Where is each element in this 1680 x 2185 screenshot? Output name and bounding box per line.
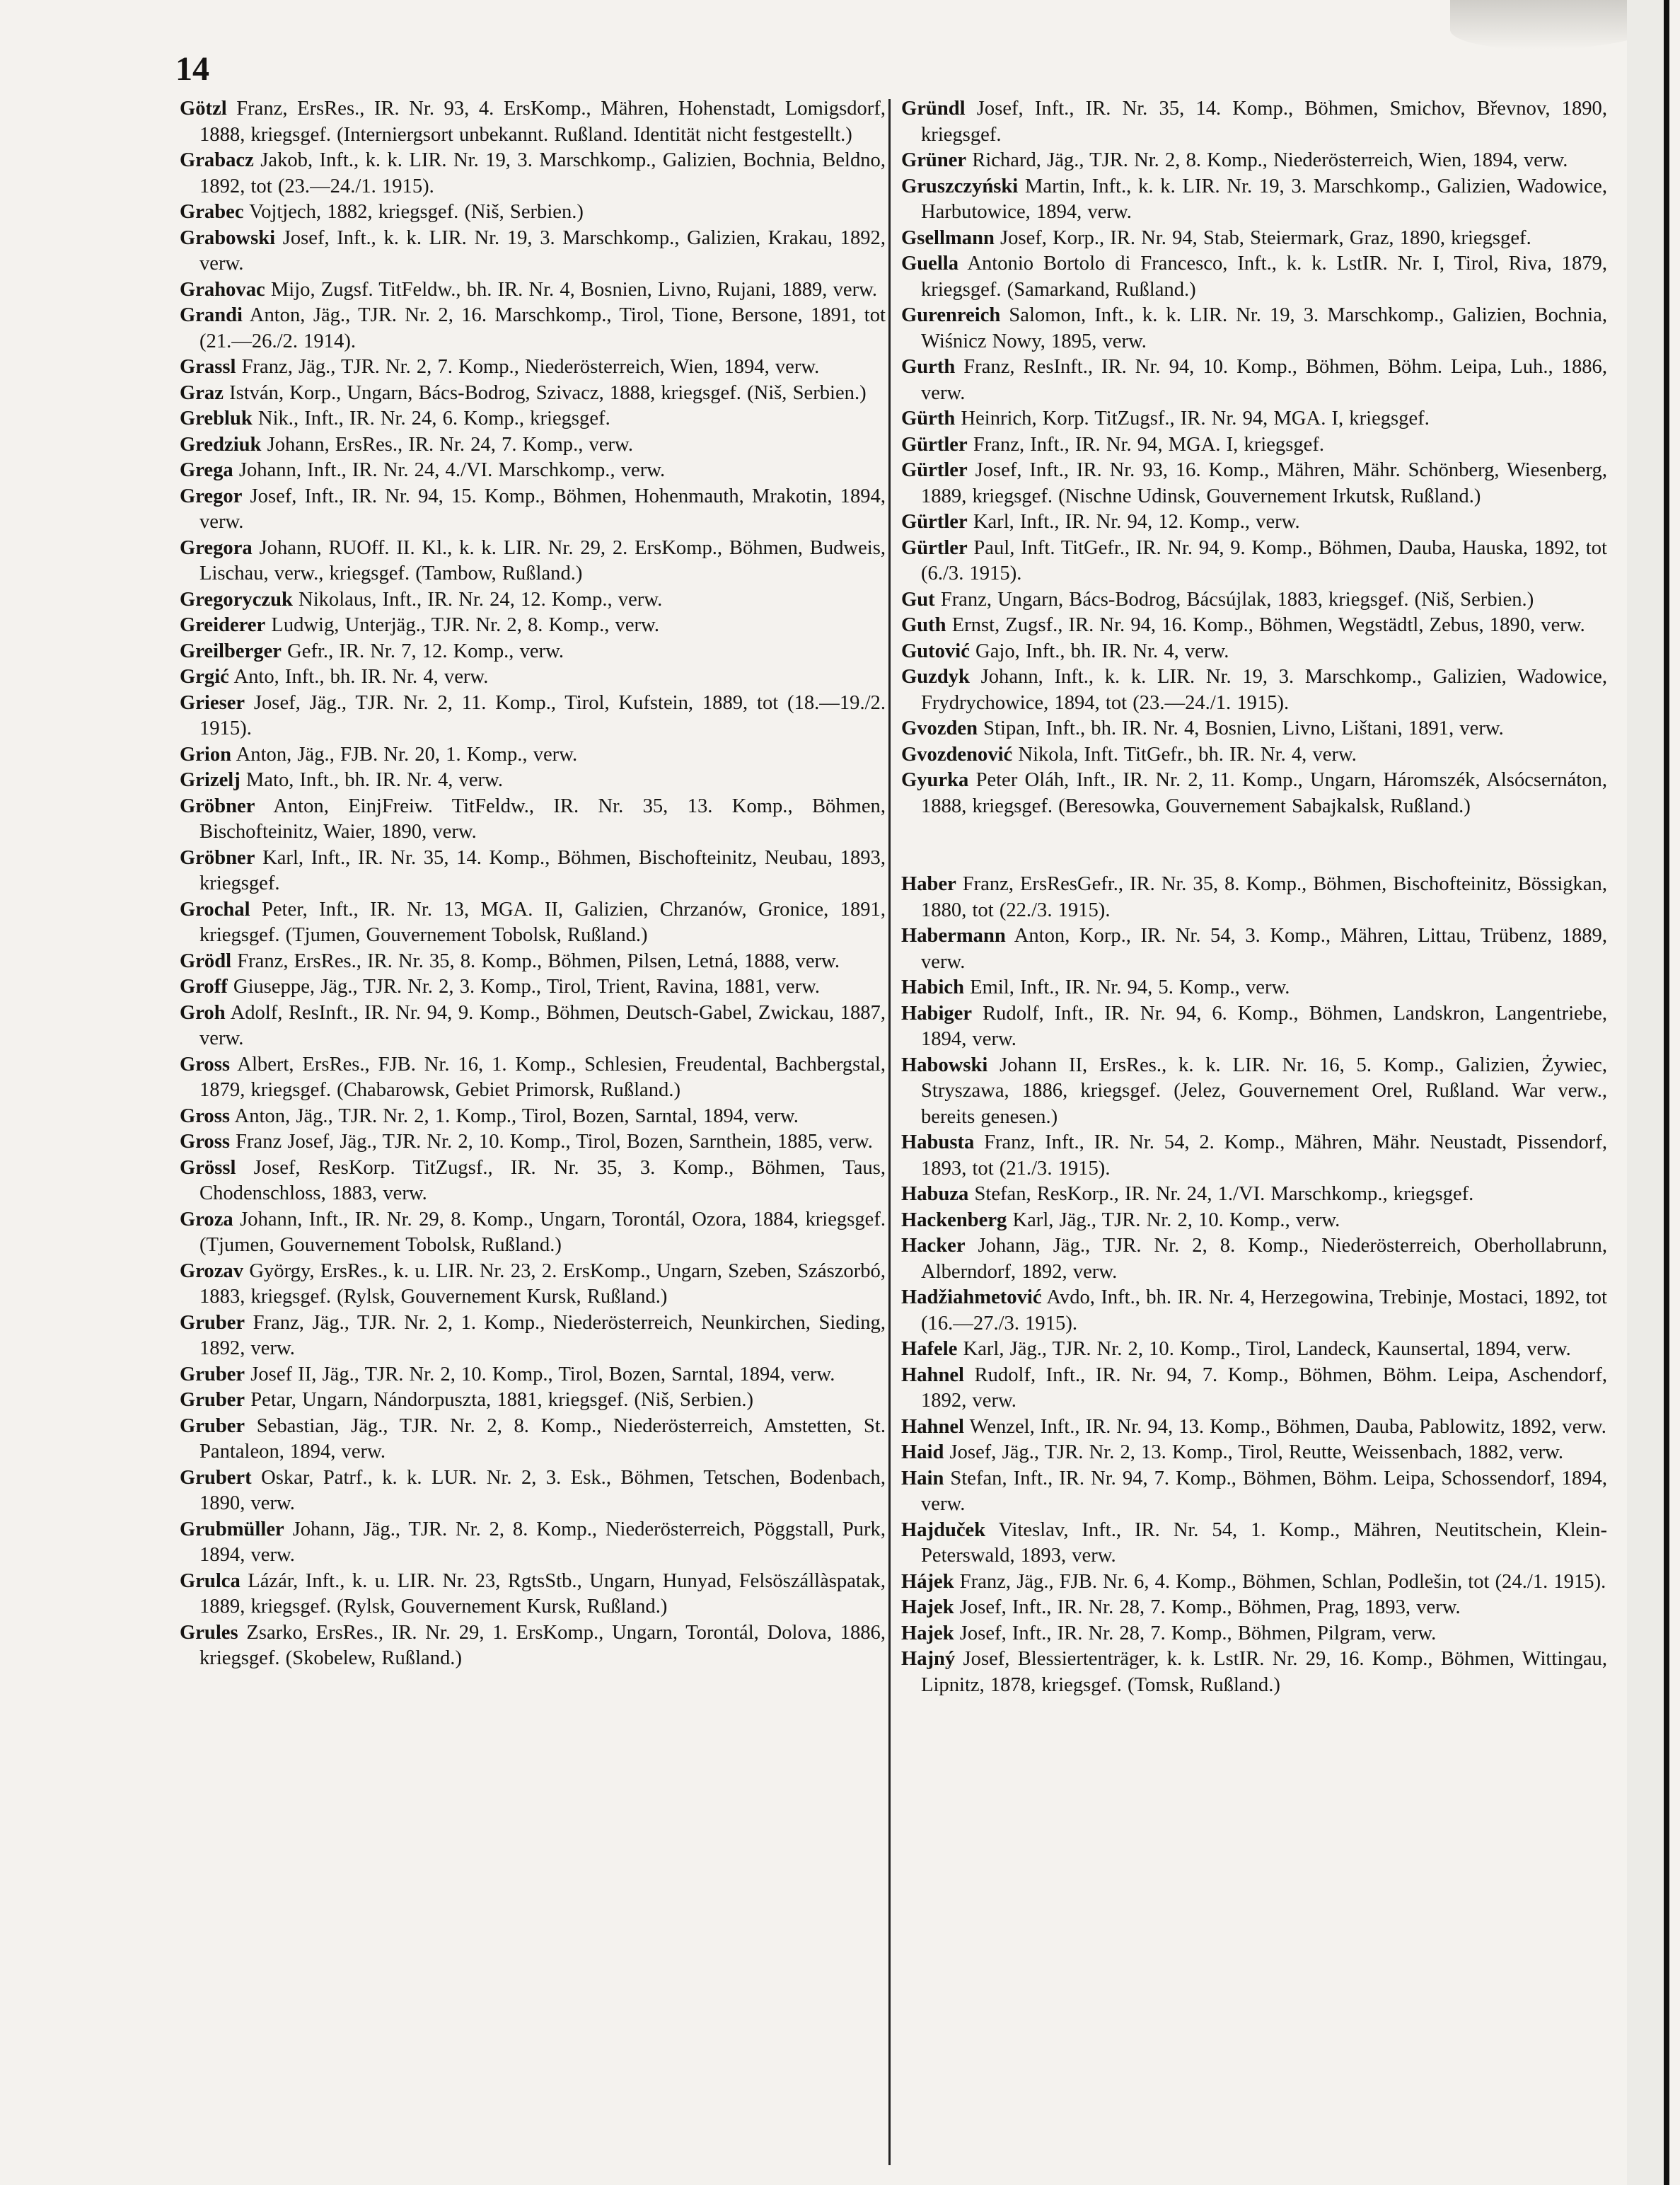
entry-surname: Grahovac <box>180 278 265 301</box>
casualty-entry <box>180 1388 886 1414</box>
entry-details: Nikolaus, Inft., IR. Nr. 24, 12. Komp., verw. <box>292 588 663 611</box>
entry-details: Gajo, Inft., bh. IR. Nr. 4, verw. <box>969 640 1229 662</box>
casualty-entry <box>180 1052 886 1104</box>
entry-details: Josef, Inft., IR. Nr. 28, 7. Komp., Böhmen, Prag, 1893, verw. <box>954 1596 1461 1618</box>
entry-surname: Gröbner <box>180 795 255 817</box>
entry-surname: Gürth <box>901 408 956 429</box>
entry-surname: Habowski <box>901 1054 988 1076</box>
entry-details: Franz, ErsRes., IR. Nr. 93, 4. ErsKomp., Mähren, Hohenstadt, Lomigsdorf, 1888, kriegsgef. (Interniergsort unbekannt. Rußland. Identität nicht festgestellt.) <box>199 98 886 146</box>
right-column <box>901 96 1607 1698</box>
casualty-entry <box>901 226 1607 252</box>
casualty-entry <box>180 639 886 665</box>
entry-details: Anto, Inft., bh. IR. Nr. 4, verw. <box>228 666 489 688</box>
casualty-entry <box>901 923 1607 975</box>
entry-surname: Grozav <box>180 1259 243 1282</box>
column-divider <box>888 99 891 2165</box>
entry-surname: Gürtler <box>901 536 968 559</box>
casualty-entry <box>901 1595 1607 1621</box>
entry-details: Salomon, Inft., k. k. LIR. Nr. 19, 3. Marschkomp., Galizien, Bochnia, Wiśnicz Nowy, 1895, verw. <box>921 304 1607 352</box>
entry-surname: Hacker <box>901 1235 966 1257</box>
casualty-entry <box>180 1569 886 1620</box>
entry-surname: Grgić <box>180 666 229 688</box>
entry-details: Josef, Inft., k. k. LIR. Nr. 19, 3. Marschkomp., Galizien, Krakau, 1892, verw. <box>199 226 886 275</box>
page-number: 14 <box>175 50 209 88</box>
entry-details: Stipan, Inft., bh. IR. Nr. 4, Bosnien, Livno, Lištani, 1891, verw. <box>978 717 1504 739</box>
entry-surname: Gregor <box>180 485 243 507</box>
casualty-entry <box>180 1517 886 1569</box>
entry-surname: Habermann <box>901 925 1006 947</box>
entry-details: Zsarko, ErsRes., IR. Nr. 29, 1. ErsKomp., Ungarn, Torontál, Dolova, 1886, kriegsgef. (Skobelew, Rußland.) <box>199 1621 886 1669</box>
casualty-entry <box>180 1362 886 1388</box>
entry-surname: Habuza <box>901 1183 969 1205</box>
entry-surname: Grüner <box>901 149 967 171</box>
casualty-entry <box>180 381 886 407</box>
entry-details: Albert, ErsRes., FJB. Nr. 16, 1. Komp., Schlesien, Freudental, Bachbergstal, 1879, kriegsgef. (Chabarowsk, Gebiet Primorsk, Rußland.) <box>199 1053 886 1101</box>
casualty-entry <box>180 691 886 742</box>
casualty-entry <box>901 1001 1607 1053</box>
entry-surname: Gyurka <box>901 769 969 791</box>
casualty-entry <box>180 613 886 639</box>
entry-surname: Grassl <box>180 356 236 378</box>
casualty-entry <box>180 148 886 200</box>
entry-details: Mijo, Zugsf. TitFeldw., bh. IR. Nr. 4, Bosnien, Livno, Rujani, 1889, verw. <box>265 278 878 301</box>
entry-details: Franz, Jäg., FJB. Nr. 6, 4. Komp., Böhmen, Schlan, Podlešin, tot (24./1. 1915). <box>954 1570 1606 1593</box>
entry-surname: Gruber <box>180 1311 245 1334</box>
casualty-entry <box>180 226 886 277</box>
entry-details: Josef, Inft., IR. Nr. 28, 7. Komp., Böhmen, Pilgram, verw. <box>954 1622 1437 1644</box>
page-border <box>1664 0 1669 2185</box>
entry-surname: Hahnel <box>901 1415 964 1438</box>
casualty-entry <box>901 1337 1607 1363</box>
casualty-entry <box>901 1440 1607 1466</box>
casualty-entry <box>901 406 1607 432</box>
casualty-entry <box>901 768 1607 819</box>
entry-surname: Gregoryczuk <box>180 588 293 611</box>
entry-details: Johann, Inft., IR. Nr. 24, 4./VI. Marschkomp., verw. <box>233 459 666 481</box>
entry-surname: Hackenberg <box>901 1209 1007 1231</box>
casualty-entry <box>901 1363 1607 1414</box>
casualty-entry <box>901 509 1607 536</box>
adjacent-page-edge <box>1627 0 1664 2185</box>
entry-details: István, Korp., Ungarn, Bács-Bodrog, Szivacz, 1888, kriegsgef. (Niš, Serbien.) <box>223 381 867 404</box>
entry-surname: Gruber <box>180 1414 245 1437</box>
entry-surname: Gross <box>180 1131 230 1153</box>
entry-surname: Gsellmann <box>901 226 995 249</box>
entry-surname: Grules <box>180 1621 238 1644</box>
casualty-entry <box>901 639 1607 665</box>
entry-surname: Grabec <box>180 201 244 223</box>
entry-surname: Habich <box>901 976 964 998</box>
entry-details: Anton, EinjFreiw. TitFeldw., IR. Nr. 35, 13. Komp., Böhmen, Bischofteinitz, Waier, 1890, verw. <box>199 795 886 843</box>
entry-surname: Groza <box>180 1208 233 1230</box>
entry-surname: Graz <box>180 381 224 404</box>
entry-details: Vojtjech, 1882, kriegsgef. (Niš, Serbien.) <box>243 201 584 223</box>
casualty-entry <box>901 1518 1607 1569</box>
entry-details: Karl, Inft., IR. Nr. 94, 12. Komp., verw. <box>967 511 1300 533</box>
entry-surname: Gruber <box>180 1389 245 1411</box>
entry-surname: Hahnel <box>901 1364 964 1386</box>
entry-details: Rudolf, Inft., IR. Nr. 94, 7. Komp., Böhmen, Böhm. Leipa, Aschendorf, 1892, verw. <box>921 1364 1607 1412</box>
casualty-entry <box>901 1130 1607 1182</box>
entry-surname: Guzdyk <box>901 666 970 688</box>
casualty-entry <box>901 975 1607 1001</box>
entry-details: Nik., Inft., IR. Nr. 24, 6. Komp., kriegsgef. <box>252 408 610 429</box>
entry-details: Franz, Inft., IR. Nr. 94, MGA. I, kriegsgef. <box>967 433 1325 456</box>
entry-details: Anton, Jäg., FJB. Nr. 20, 1. Komp., verw. <box>231 743 578 766</box>
entry-details: Karl, Inft., IR. Nr. 35, 14. Komp., Böhmen, Bischofteinitz, Neubau, 1893, kriegsgef. <box>199 846 886 894</box>
entry-details: Jakob, Inft., k. k. LIR. Nr. 19, 3. Marschkomp., Galizien, Bochnia, Beldno, 1892, tot (23.—24./1. 1915). <box>199 149 886 197</box>
casualty-entry <box>901 458 1607 509</box>
casualty-entry <box>901 536 1607 587</box>
entry-details: Franz Josef, Jäg., TJR. Nr. 2, 10. Komp., Tirol, Bozen, Sarnthein, 1885, verw. <box>229 1131 873 1153</box>
entry-surname: Habiger <box>901 1002 973 1025</box>
entry-surname: Hajek <box>901 1622 954 1644</box>
entry-details: Franz, ResInft., IR. Nr. 94, 10. Komp., Böhmen, Böhm. Leipa, Luh., 1886, verw. <box>921 356 1607 404</box>
entry-surname: Gregora <box>180 536 253 559</box>
entry-surname: Grubert <box>180 1466 252 1489</box>
entry-details: Franz, Ungarn, Bács-Bodrog, Bácsújlak, 1883, kriegsgef. (Niš, Serbien.) <box>934 588 1534 611</box>
casualty-entry <box>180 897 886 949</box>
entry-details: Lázár, Inft., k. u. LIR. Nr. 23, RgtsStb., Ungarn, Hunyad, Felsöszállàspatak, 1889, kriegsgef. (Rylsk, Gouvernement Kursk, Rußland.) <box>199 1569 886 1618</box>
casualty-entry <box>180 794 886 846</box>
casualty-entry <box>180 1620 886 1672</box>
entry-details: Mato, Inft., bh. IR. Nr. 4, verw. <box>240 769 503 791</box>
casualty-entry <box>180 96 886 148</box>
entry-surname: Hájek <box>901 1570 954 1593</box>
entry-surname: Grion <box>180 743 232 766</box>
entry-details: Johann, Inft., k. k. LIR. Nr. 19, 3. Marschkomp., Galizien, Wadowice, Frydrychowice, 1894, tot (23.—24./1. 1915). <box>921 666 1607 714</box>
entry-surname: Grössl <box>180 1156 236 1179</box>
entry-details: Josef II, Jäg., TJR. Nr. 2, 10. Komp., Tirol, Bozen, Sarntal, 1894, verw. <box>245 1363 835 1385</box>
casualty-entry <box>180 1465 886 1517</box>
casualty-entry <box>901 1233 1607 1285</box>
entry-details: Josef, ResKorp. TitZugsf., IR. Nr. 35, 3. Komp., Böhmen, Taus, Chodenschloss, 1883, verw. <box>199 1156 886 1204</box>
casualty-entry <box>180 742 886 768</box>
casualty-entry <box>180 1414 886 1465</box>
entry-details: Viteslav, Inft., IR. Nr. 54, 1. Komp., Mähren, Neutitschein, Klein-Peterswald, 1893, verw. <box>921 1518 1607 1567</box>
casualty-entry <box>180 536 886 587</box>
entry-surname: Gredziuk <box>180 433 262 456</box>
casualty-entry <box>901 664 1607 716</box>
entry-details: Karl, Jäg., TJR. Nr. 2, 10. Komp., Tirol, Landeck, Kaunsertal, 1894, verw. <box>957 1338 1571 1360</box>
entry-surname: Grandi <box>180 304 243 326</box>
entry-details: Josef, Inft., IR. Nr. 94, 15. Komp., Böhmen, Hohenmauth, Mrakotin, 1894, verw. <box>199 485 886 533</box>
casualty-entry <box>180 277 886 304</box>
entry-details: Gefr., IR. Nr. 7, 12. Komp., verw. <box>281 640 564 662</box>
entry-details: Peter Oláh, Inft., IR. Nr. 2, 11. Komp., Ungarn, Háromszék, Alsócsernáton, 1888, kriegsgef. (Beresowka, Gouvernement Sabajkalsk, Rußland.) <box>921 769 1607 817</box>
casualty-entry <box>901 742 1607 768</box>
entry-surname: Groh <box>180 1001 226 1024</box>
entry-surname: Gruber <box>180 1363 245 1385</box>
casualty-entry <box>180 768 886 794</box>
entry-details: Franz, Inft., IR. Nr. 54, 2. Komp., Mähren, Mähr. Neustadt, Pissendorf, 1893, tot (21./3. 1915). <box>921 1131 1607 1180</box>
entry-surname: Grabacz <box>180 149 254 171</box>
entry-surname: Groff <box>180 976 228 998</box>
entry-details: Anton, Jäg., TJR. Nr. 2, 16. Marschkomp., Tirol, Tione, Bersone, 1891, tot (21.—26./2. 1914). <box>199 304 886 352</box>
entry-details: Johann, Jäg., TJR. Nr. 2, 8. Komp., Niederösterreich, Oberhollabrunn, Alberndorf, 1892, verw. <box>921 1235 1607 1283</box>
entry-surname: Gürtler <box>901 459 968 481</box>
entry-details: Stefan, Inft., IR. Nr. 94, 7. Komp., Böhmen, Böhm. Leipa, Schossendorf, 1894, verw. <box>921 1467 1607 1515</box>
casualty-entry <box>180 1207 886 1259</box>
casualty-entry <box>180 484 886 536</box>
casualty-entry <box>901 1285 1607 1337</box>
entry-details: Petar, Ungarn, Nándorpuszta, 1881, kriegsgef. (Niš, Serbien.) <box>245 1389 754 1411</box>
entry-surname: Gut <box>901 588 935 611</box>
casualty-entry <box>180 1155 886 1207</box>
casualty-entry <box>901 174 1607 226</box>
entry-surname: Hafele <box>901 1338 958 1360</box>
casualty-entry <box>180 458 886 484</box>
casualty-entry <box>901 1182 1607 1208</box>
casualty-entry <box>901 1647 1607 1698</box>
casualty-entry <box>180 1001 886 1052</box>
entry-details: György, ErsRes., k. u. LIR. Nr. 23, 2. ErsKomp., Ungarn, Szeben, Szászorbó, 1883, kriegsgef. (Rylsk, Gouvernement Kursk, Rußland.) <box>199 1259 886 1308</box>
casualty-entry <box>901 716 1607 742</box>
entry-details: Richard, Jäg., TJR. Nr. 2, 8. Komp., Niederösterreich, Wien, 1894, verw. <box>966 149 1568 171</box>
entry-surname: Grega <box>180 459 233 481</box>
entry-surname: Götzl <box>180 98 227 120</box>
casualty-entry <box>901 1621 1607 1647</box>
casualty-entry <box>180 432 886 459</box>
casualty-entry <box>180 406 886 432</box>
entry-details: Heinrich, Korp. TitZugsf., IR. Nr. 94, MGA. I, kriegsgef. <box>955 408 1430 429</box>
casualty-entry <box>180 846 886 897</box>
entry-surname: Greiderer <box>180 614 266 636</box>
section-break <box>901 819 1607 872</box>
left-column <box>180 96 886 1672</box>
entry-surname: Grebluk <box>180 408 253 429</box>
entry-details: Franz, Jäg., TJR. Nr. 2, 1. Komp., Niederösterreich, Neunkirchen, Sieding, 1892, verw. <box>199 1311 886 1359</box>
entry-details: Josef, Jäg., TJR. Nr. 2, 13. Komp., Tirol, Reutte, Weissenbach, 1882, verw. <box>944 1441 1564 1463</box>
entry-details: Stefan, ResKorp., IR. Nr. 24, 1./VI. Marschkomp., kriegsgef. <box>968 1183 1474 1205</box>
entry-surname: Gutović <box>901 640 970 662</box>
casualty-entry <box>180 1129 886 1155</box>
entry-surname: Gvozdenović <box>901 743 1013 766</box>
casualty-entry <box>901 96 1607 148</box>
entry-surname: Grulca <box>180 1569 241 1592</box>
entry-details: Josef, Blessiertenträger, k. k. LstIR. Nr. 29, 16. Komp., Böhmen, Wittingau, Lipnitz, 1878, kriegsgef. (Tomsk, Rußland.) <box>921 1648 1607 1696</box>
entry-details: Ludwig, Unterjäg., TJR. Nr. 2, 8. Komp., verw. <box>265 614 659 636</box>
casualty-entry <box>901 354 1607 406</box>
entry-surname: Greilberger <box>180 640 282 662</box>
entry-details: Johann, ErsRes., IR. Nr. 24, 7. Komp., verw. <box>261 433 634 456</box>
casualty-entry <box>180 664 886 691</box>
casualty-entry <box>901 432 1607 459</box>
entry-details: Peter, Inft., IR. Nr. 13, MGA. II, Galizien, Chrzanów, Gronice, 1891, kriegsgef. (Tjumen, Gouvernement Tobolsk, Rußland.) <box>199 898 886 946</box>
entry-details: Karl, Jäg., TJR. Nr. 2, 10. Komp., verw. <box>1007 1209 1340 1231</box>
entry-details: Wenzel, Inft., IR. Nr. 94, 13. Komp., Böhmen, Dauba, Pablowitz, 1892, verw. <box>963 1415 1606 1438</box>
entry-details: Sebastian, Jäg., TJR. Nr. 2, 8. Komp., Niederösterreich, Amstetten, St. Pantaleon, 1894, verw. <box>199 1414 886 1463</box>
entry-surname: Grödl <box>180 950 232 972</box>
casualty-entry <box>901 1569 1607 1596</box>
entry-details: Johann, Inft., IR. Nr. 29, 8. Komp., Ungarn, Torontál, Ozora, 1884, kriegsgef. (Tjumen, Gouvernement Tobolsk, Rußland.) <box>199 1208 886 1256</box>
entry-details: Anton, Korp., IR. Nr. 54, 3. Komp., Mähren, Littau, Trübenz, 1889, verw. <box>921 925 1607 973</box>
entry-details: Nikola, Inft. TitGefr., bh. IR. Nr. 4, verw. <box>1012 743 1357 766</box>
entry-details: Antonio Bortolo di Francesco, Inft., k. k. LstIR. Nr. I, Tirol, Riva, 1879, kriegsgef. (Samarkand, Rußland.) <box>921 253 1607 301</box>
entry-details: Paul, Inft. TitGefr., IR. Nr. 94, 9. Komp., Böhmen, Dauba, Hauska, 1892, tot (6./3. 1915). <box>921 536 1607 584</box>
entry-surname: Hain <box>901 1467 944 1489</box>
entry-details: Adolf, ResInft., IR. Nr. 94, 9. Komp., Böhmen, Deutsch-Gabel, Zwickau, 1887, verw. <box>199 1001 886 1049</box>
casualty-entry <box>180 587 886 613</box>
casualty-entry <box>901 1208 1607 1234</box>
entry-surname: Grabowski <box>180 226 276 249</box>
entry-details: Josef, Inft., IR. Nr. 35, 14. Komp., Böhmen, Smichov, Břevnov, 1890, kriegsgef. <box>921 98 1607 146</box>
entry-surname: Guella <box>901 253 959 275</box>
casualty-entry <box>180 1104 886 1130</box>
entry-surname: Hajný <box>901 1648 956 1670</box>
entry-details: Johann, Jäg., TJR. Nr. 2, 8. Komp., Niederösterreich, Pöggstall, Purk, 1894, verw. <box>199 1518 886 1566</box>
casualty-entry <box>180 1259 886 1310</box>
entry-details: Josef, Inft., IR. Nr. 93, 16. Komp., Mähren, Mähr. Schönberg, Wiesenberg, 1889, kriegsgef. (Nischne Udinsk, Gouvernement Irkutsk, Rußland.) <box>921 459 1607 507</box>
entry-surname: Gürtler <box>901 433 968 456</box>
entry-surname: Gross <box>180 1105 230 1127</box>
casualty-entry <box>180 354 886 381</box>
casualty-entry <box>180 200 886 226</box>
casualty-entry <box>901 303 1607 354</box>
entry-surname: Gründl <box>901 98 966 120</box>
entry-surname: Haid <box>901 1441 944 1463</box>
entry-details: Rudolf, Inft., IR. Nr. 94, 6. Komp., Böhmen, Landskron, Langentriebe, 1894, verw. <box>921 1002 1607 1050</box>
entry-details: Giuseppe, Jäg., TJR. Nr. 2, 3. Komp., Tirol, Trient, Ravina, 1881, verw. <box>227 976 821 998</box>
entry-surname: Gurth <box>901 356 956 378</box>
casualty-entry <box>901 613 1607 639</box>
entry-details: Franz, Jäg., TJR. Nr. 2, 7. Komp., Niederösterreich, Wien, 1894, verw. <box>236 356 820 378</box>
entry-details: Johann II, ErsRes., k. k. LIR. Nr. 16, 5. Komp., Galizien, Żywiec, Stryszawa, 1886, kriegsgef. (Jelez, Gouvernement Orel, Rußland. War verw., bereits genesen.) <box>921 1054 1607 1128</box>
entry-surname: Gross <box>180 1053 230 1076</box>
casualty-entry <box>180 949 886 975</box>
entry-surname: Grizelj <box>180 769 241 791</box>
entry-surname: Haber <box>901 873 956 895</box>
entry-details: Ernst, Zugsf., IR. Nr. 94, 16. Komp., Böhmen, Wegstädtl, Zebus, 1890, verw. <box>946 614 1585 636</box>
entry-surname: Grubmüller <box>180 1518 284 1540</box>
casualty-entry <box>901 251 1607 303</box>
casualty-entry <box>901 587 1607 613</box>
entry-details: Franz, ErsRes., IR. Nr. 35, 8. Komp., Böhmen, Pilsen, Letná, 1888, verw. <box>231 950 840 972</box>
entry-surname: Habusta <box>901 1131 975 1153</box>
casualty-entry <box>180 303 886 354</box>
entry-surname: Hajek <box>901 1596 954 1618</box>
entry-surname: Gruszczyński <box>901 175 1019 197</box>
casualty-entry <box>180 974 886 1001</box>
entry-surname: Hajduček <box>901 1518 986 1541</box>
casualty-entry <box>901 872 1607 923</box>
entry-details: Martin, Inft., k. k. LIR. Nr. 19, 3. Marschkomp., Galizien, Wadowice, Harbutowice, 1894, verw. <box>921 175 1607 223</box>
casualty-entry <box>901 1414 1607 1441</box>
entry-surname: Gurenreich <box>901 304 1001 326</box>
casualty-entry <box>901 1466 1607 1518</box>
entry-details: Emil, Inft., IR. Nr. 94, 5. Komp., verw. <box>963 976 1290 998</box>
casualty-entry <box>901 1053 1607 1131</box>
casualty-entry <box>180 1310 886 1362</box>
entry-surname: Grochal <box>180 898 250 921</box>
entry-surname: Guth <box>901 614 946 636</box>
entry-surname: Grieser <box>180 691 245 714</box>
entry-surname: Hadžiahmetović <box>901 1286 1042 1308</box>
entry-details: Johann, RUOff. II. Kl., k. k. LIR. Nr. 29, 2. ErsKomp., Böhmen, Budweis, Lischau, verw., kriegsgef. (Tambow, Rußland.) <box>199 536 886 584</box>
entry-details: Anton, Jäg., TJR. Nr. 2, 1. Komp., Tirol, Bozen, Sarntal, 1894, verw. <box>229 1105 799 1127</box>
entry-surname: Gröbner <box>180 846 255 869</box>
casualty-entry <box>901 148 1607 174</box>
entry-details: Josef, Korp., IR. Nr. 94, Stab, Steiermark, Graz, 1890, kriegsgef. <box>994 226 1531 249</box>
entry-details: Josef, Jäg., TJR. Nr. 2, 11. Komp., Tirol, Kufstein, 1889, tot (18.—19./2. 1915). <box>199 691 886 739</box>
entry-details: Oskar, Patrf., k. k. LUR. Nr. 2, 3. Esk., Böhmen, Tetschen, Bodenbach, 1890, verw. <box>199 1466 886 1514</box>
entry-surname: Gvozden <box>901 717 978 739</box>
entry-details: Franz, ErsResGefr., IR. Nr. 35, 8. Komp., Böhmen, Bischofteinitz, Bössigkan, 1880, tot (22./3. 1915). <box>921 873 1607 921</box>
entry-details: Avdo, Inft., bh. IR. Nr. 4, Herzegowina, Trebinje, Mostaci, 1892, tot (16.—27./3. 1915). <box>921 1286 1607 1334</box>
entry-surname: Gürtler <box>901 511 968 533</box>
